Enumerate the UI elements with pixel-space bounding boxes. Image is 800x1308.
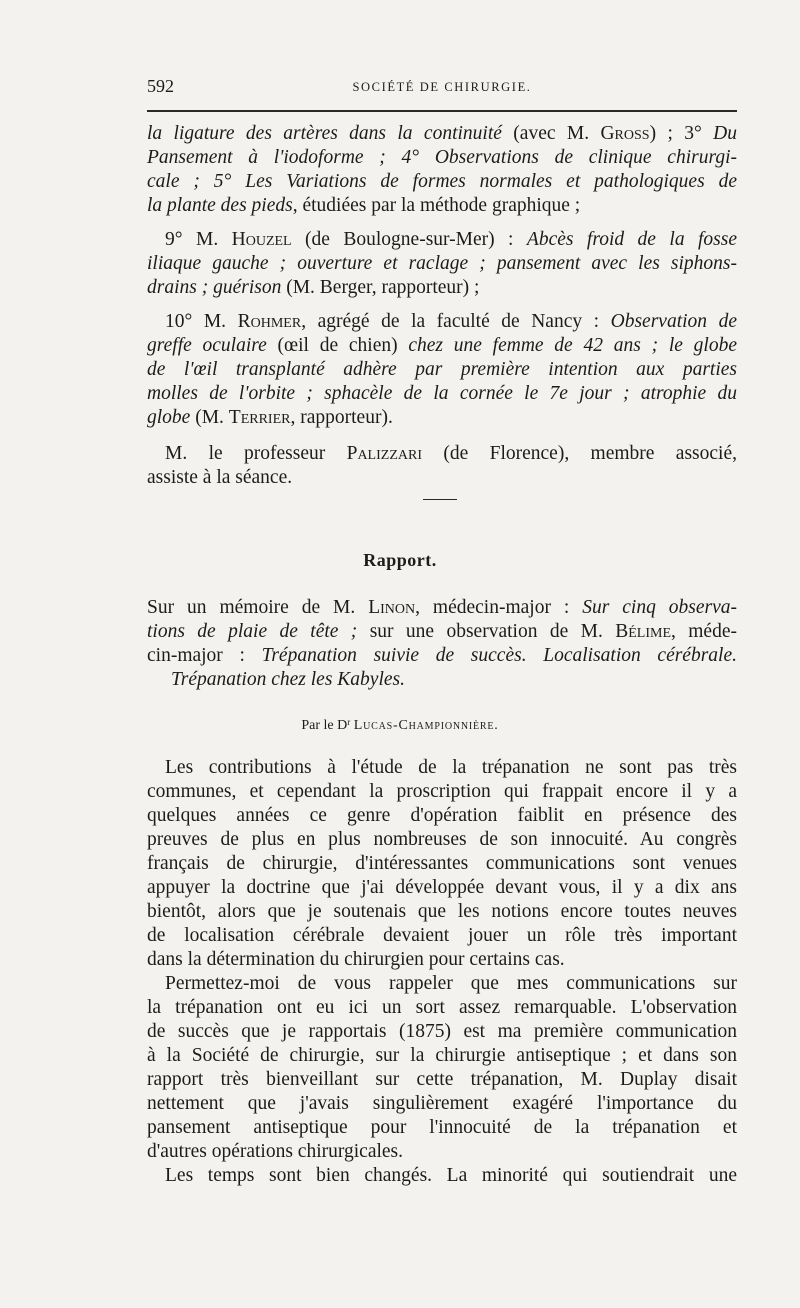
text-line: Sur un mémoire de M. Linon, médecin-major : Sur cinq observa- [147, 597, 737, 618]
text-line: rapport très bienveillant sur cette trépanation, M. Duplay disait [147, 1069, 737, 1090]
text-line: la trépanation ont eu ici un sort assez remarquable. L'observation [147, 997, 737, 1018]
text-line: bientôt, alors que je soutenais que les notions encore toutes neuves [147, 901, 737, 922]
text-line: greffe oculaire (œil de chien) chez une femme de 42 ans ; le globe [147, 335, 737, 356]
text-line: preuves de plus en plus nombreuses de son innocuité. Au congrès [147, 829, 737, 850]
byline: Par le $D^r$ Lucas-Championnière. [301, 717, 499, 733]
body-paragraph-3 [147, 1164, 737, 1188]
text-line: globe (M. Terrier, rapporteur). [147, 407, 393, 428]
text-line: cin-major : Trépanation suivie de succès. Localisation cérébrale. [147, 645, 738, 666]
text-line: quelques années ce genre d'opération faiblit en présence des [147, 805, 737, 826]
text-line: Pansement à l'iodoforme ; 4° Observations de clinique chirurgi- [147, 147, 737, 168]
page-number: 592 [147, 76, 174, 96]
text-line: molles de l'orbite ; sphacèle de la cornée le 7e jour ; atrophie du [147, 383, 737, 404]
text-line: cale ; 5° Les Variations de formes normales et pathologiques de [147, 171, 737, 192]
text-line: de l'œil transplanté adhère par première intention aux parties [147, 359, 737, 380]
text-line: à la Société de chirurgie, sur la chirurgie antiseptique ; et dans son [147, 1045, 737, 1066]
text-line: 9° M. Houzel (de Boulogne-sur-Mer) : Abcès froid de la fosse [165, 229, 737, 250]
text-line: Les temps sont bien changés. La minorité qui soutiendrait une [165, 1165, 737, 1186]
body-paragraph-1 [147, 756, 737, 972]
body-paragraph-2 [147, 972, 737, 1164]
text-line: appuyer la doctrine que j'ai développée devant vous, il y a dix ans [147, 877, 737, 898]
text-line: iliaque gauche ; ouverture et raclage ; pansement avec les siphons- [147, 253, 737, 274]
text-line: 10° M. Rohmer, agrégé de la faculté de Nancy : Observation de [165, 311, 737, 332]
paragraph-palizzari [147, 442, 737, 490]
running-head: SOCIÉTÉ DE CHIRURGIE. [352, 80, 532, 94]
text-line: de succès que je rapportais (1875) est ma première communication [147, 1021, 737, 1042]
section-separator [423, 499, 457, 500]
section-title: Rapport. [363, 550, 437, 570]
text-line: nettement que j'avais singulièrement exagéré l'importance du [147, 1093, 737, 1114]
text-line: tions de plaie de tête ; sur une observation de M. Bélime, méde- [147, 621, 737, 642]
paragraph-list-continuation [147, 122, 737, 218]
paragraph-rohmer [147, 310, 737, 430]
paragraph-houzel [147, 228, 737, 300]
report-intro [147, 596, 737, 692]
text-line: la ligature des artères dans la continuité (avec M. Gross) ; 3° Du [147, 123, 737, 144]
text-line: pansement antiseptique pour l'innocuité de la trépanation et [147, 1117, 737, 1138]
text-line: français de chirurgie, d'intéressantes communications sont venues [147, 853, 737, 874]
text-line: d'autres opérations chirurgicales. [147, 1141, 404, 1162]
text-line: Les contributions à l'étude de la trépanation ne sont pas très [165, 757, 737, 778]
header-rule [147, 110, 737, 112]
text-line: assiste à la séance. [147, 467, 293, 488]
text-line: communes, et cependant la proscription qui frappait encore il y a [147, 781, 737, 802]
text-line: drains ; guérison (M. Berger, rapporteur) ; [147, 277, 480, 298]
text-line: dans la détermination du chirurgien pour certains cas. [147, 949, 565, 970]
text-line: M. le professeur Palizzari (de Florence), membre associé, [165, 443, 737, 464]
text-line: Permettez-moi de vous rappeler que mes communications sur [165, 973, 737, 994]
text-line: la plante des pieds, étudiées par la méthode graphique ; [147, 195, 581, 216]
text-line: Trépanation chez les Kabyles. [171, 669, 405, 690]
page-header [147, 76, 737, 98]
text-line: de localisation cérébrale devaient jouer un rôle très important [147, 925, 737, 946]
